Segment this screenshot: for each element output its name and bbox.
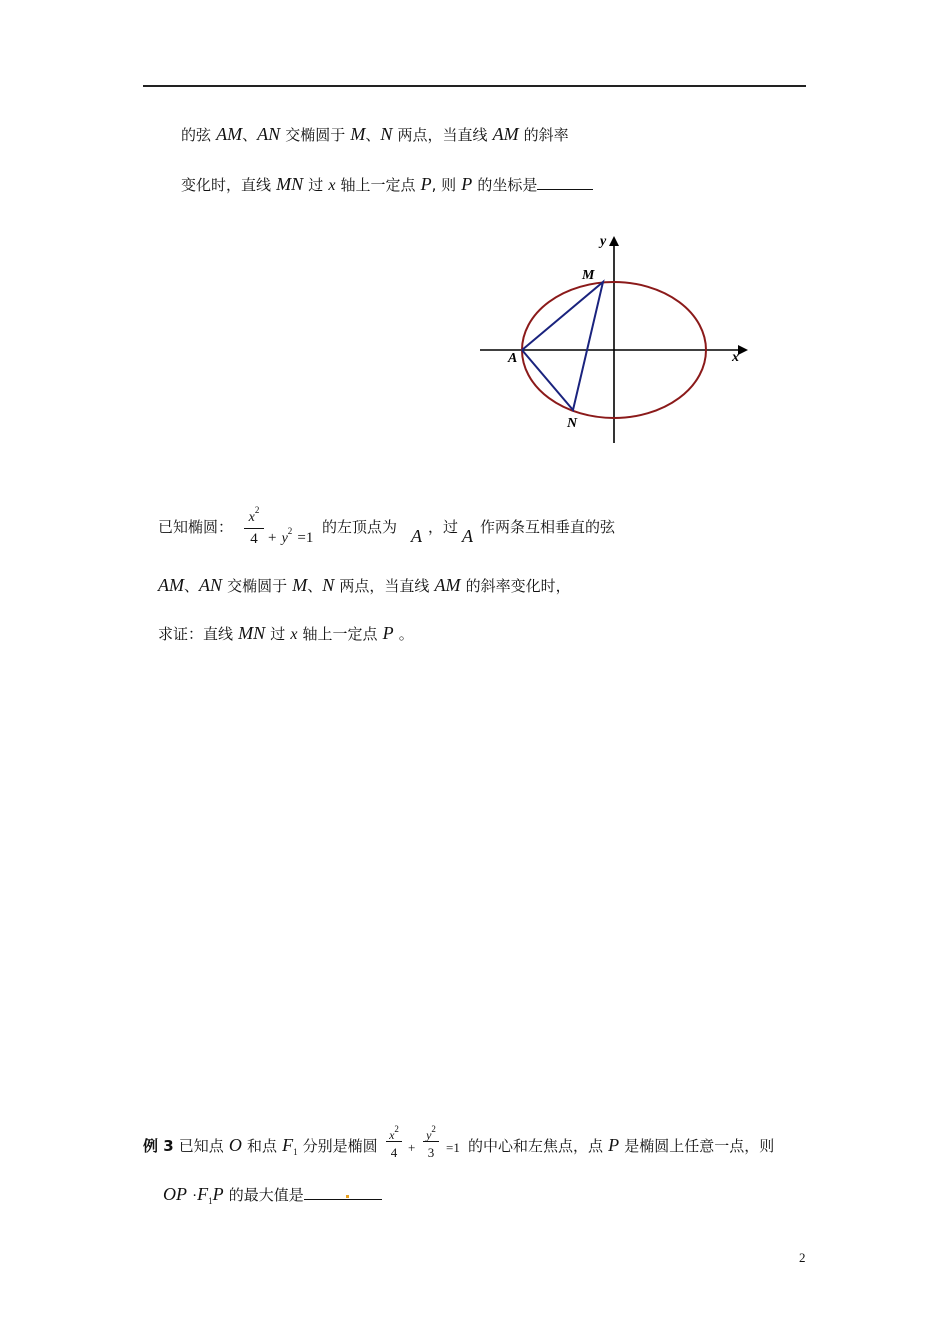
- math-f: F: [282, 1135, 294, 1155]
- text: 两点，当直线: [397, 126, 488, 144]
- text: 和点: [246, 1137, 277, 1155]
- text: 轴上一定点: [340, 176, 416, 194]
- separator: 、: [365, 126, 381, 144]
- fraction-x2-over-4: [386, 1124, 402, 1161]
- fraction-y2-over-3: [423, 1124, 439, 1161]
- equation-rest: [268, 527, 313, 547]
- subscript: 1: [208, 1196, 213, 1206]
- superscript: 2: [431, 1124, 436, 1134]
- point-n-label: N: [567, 416, 578, 431]
- math-m: M: [292, 575, 308, 595]
- text: 的坐标是: [477, 176, 538, 194]
- paragraph-line-5: [158, 623, 414, 644]
- paragraph-line-3d: [480, 516, 615, 537]
- math-y: y: [281, 531, 288, 546]
- plus-sign: +: [268, 530, 277, 546]
- fraction-numerator: x: [389, 1128, 395, 1142]
- point-m-label: M: [582, 268, 595, 283]
- text: 的斜率变化时，: [465, 577, 571, 595]
- math-p: P: [382, 623, 394, 643]
- text: ，过: [428, 518, 459, 536]
- y-axis-label: y: [600, 234, 607, 249]
- y-axis-arrow: [609, 236, 619, 246]
- fraction-numerator: y: [426, 1128, 432, 1142]
- math-a-2: [462, 526, 473, 547]
- paragraph-line-4: [158, 575, 571, 596]
- text: 求证：直线: [158, 625, 234, 643]
- text: 已知点: [178, 1137, 224, 1155]
- math-o: O: [228, 1135, 242, 1155]
- text: 交椭圆于: [227, 577, 288, 595]
- header-rule: [143, 85, 806, 87]
- math-am: AM: [492, 124, 519, 144]
- mark-dot: [346, 1195, 349, 1198]
- math-x: x: [290, 626, 298, 643]
- dot-product: ·: [192, 1188, 198, 1204]
- equals-text: =1: [446, 1140, 460, 1155]
- fraction-denominator: 4: [390, 1145, 398, 1160]
- text: 两点，当直线: [339, 577, 430, 595]
- text: 轴上一定点: [302, 625, 378, 643]
- page-number: 2: [799, 1250, 806, 1265]
- math-op: OP: [163, 1184, 187, 1204]
- separator: 、: [242, 126, 258, 144]
- text: 的中心和左焦点，点: [468, 1137, 604, 1155]
- text: 变化时，直线: [181, 176, 272, 194]
- paragraph-line-3b: [322, 516, 397, 537]
- x-axis-arrow: [738, 345, 748, 355]
- ellipse-figure: [470, 228, 760, 450]
- math-p: P: [461, 174, 473, 194]
- plus-text: +: [408, 1140, 416, 1155]
- math-a-text: A: [411, 526, 422, 546]
- math-an: AN: [257, 124, 281, 144]
- example-3-line-1a: [143, 1135, 378, 1156]
- fraction-x2-over-4: [244, 506, 264, 548]
- paragraph-line-2: [181, 174, 593, 195]
- fraction-numerator: x: [248, 510, 255, 525]
- paragraph-line-3: [158, 516, 233, 537]
- math-n: N: [380, 124, 393, 144]
- text: 是椭圆上任意一点，则: [624, 1137, 775, 1155]
- math-am: AM: [434, 575, 461, 595]
- math-an: AN: [199, 575, 223, 595]
- text: 的最大值是: [228, 1186, 304, 1204]
- text: 。: [398, 625, 414, 643]
- text: 过: [270, 625, 286, 643]
- math-a-text: A: [462, 526, 473, 546]
- math-p: P: [420, 174, 432, 194]
- fraction-bar: [244, 528, 264, 529]
- math-x: x: [328, 177, 336, 194]
- equals-one: [446, 1137, 460, 1156]
- math-p: P: [608, 1135, 620, 1155]
- text: 分别是椭圆: [302, 1137, 378, 1155]
- superscript: 2: [394, 1124, 399, 1134]
- example-3-line-2: [163, 1184, 382, 1205]
- fraction-denominator: 3: [427, 1145, 435, 1160]
- math-m: M: [350, 124, 366, 144]
- paragraph-line-1: [181, 124, 569, 145]
- math-f: F: [197, 1184, 209, 1204]
- answer-blank: [304, 1185, 382, 1200]
- text: 已知椭圆：: [158, 518, 234, 536]
- fraction-denominator: 4: [250, 531, 258, 547]
- x-axis-label: x: [732, 350, 739, 365]
- math-mn: MN: [276, 174, 304, 194]
- text: 的左顶点为: [322, 518, 398, 536]
- separator: 、: [184, 577, 200, 595]
- text: 过: [308, 176, 324, 194]
- equals-one: =1: [297, 530, 314, 546]
- text: 的斜率: [523, 126, 569, 144]
- answer-blank: [537, 175, 593, 190]
- triangle-chords: [522, 282, 603, 410]
- math-a: [411, 526, 422, 547]
- superscript: 2: [287, 526, 293, 536]
- text: , 则: [431, 176, 457, 194]
- math-n: N: [322, 575, 335, 595]
- point-a-label: A: [508, 351, 518, 366]
- math-am: AM: [216, 124, 243, 144]
- subscript: 1: [293, 1147, 298, 1157]
- superscript: 2: [254, 505, 260, 515]
- text: 的弦: [181, 126, 212, 144]
- paragraph-line-3c: [428, 516, 458, 537]
- text: 作两条互相垂直的弦: [480, 518, 616, 536]
- text: 交椭圆于: [285, 126, 346, 144]
- math-p: P: [212, 1184, 224, 1204]
- math-mn: MN: [238, 623, 266, 643]
- math-am: AM: [158, 575, 184, 595]
- example-label: 例 3: [143, 1137, 174, 1155]
- separator: 、: [307, 577, 323, 595]
- example-3-line-1b: [468, 1135, 774, 1156]
- plus-sign: [408, 1137, 415, 1156]
